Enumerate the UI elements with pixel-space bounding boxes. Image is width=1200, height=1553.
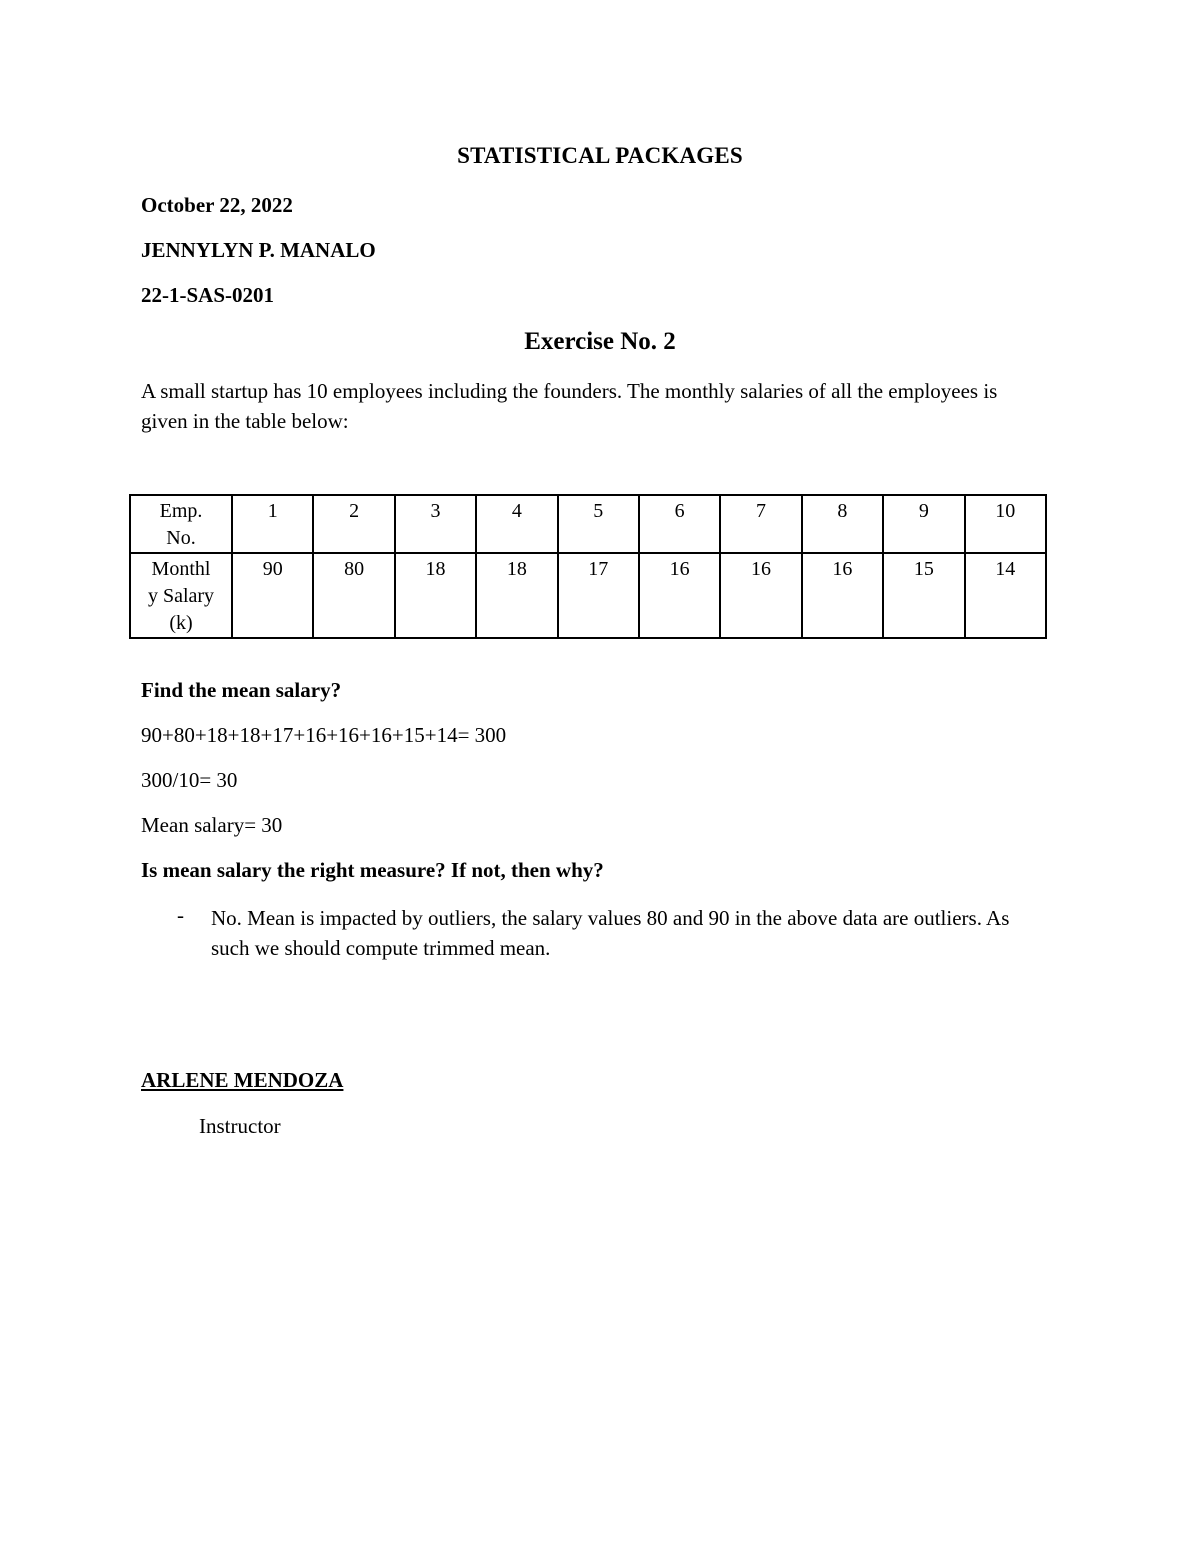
table-cell: 1 — [232, 495, 313, 553]
table-header-emp-no: Emp. No. — [130, 495, 232, 553]
instructor-name: ARLENE MENDOZA — [141, 1068, 344, 1092]
table-header-salary: Monthl y Salary (k) — [130, 553, 232, 638]
salary-table — [129, 494, 1047, 639]
table-cell: 6 — [639, 495, 720, 553]
table-row-salary — [130, 553, 1046, 638]
table-cell: 16 — [802, 553, 883, 638]
division-calculation: 300/10= 30 — [141, 768, 238, 792]
document-date: October 22, 2022 — [141, 193, 293, 217]
answer-text: No. Mean is impacted by outliers, the salary values 80 and 90 in the above data are outliers. As such we should compute trimmed mean. — [211, 906, 1010, 960]
table-cell: 15 — [883, 553, 964, 638]
table-cell: 90 — [232, 553, 313, 638]
instructor-role: Instructor — [199, 1114, 281, 1138]
intro-paragraph: A small startup has 10 employees including the founders. The monthly salaries of all the employees is given in the table below: — [141, 379, 998, 433]
table-cell: 4 — [476, 495, 557, 553]
bullet-dash: - — [177, 903, 184, 927]
table-row-emp-no — [130, 495, 1046, 553]
student-id: 22-1-SAS-0201 — [141, 283, 275, 307]
table-cell: 16 — [720, 553, 801, 638]
page-title: STATISTICAL PACKAGES — [457, 143, 743, 168]
table-cell: 3 — [395, 495, 476, 553]
question-mean-salary: Find the mean salary? — [141, 678, 342, 702]
table-cell: 16 — [639, 553, 720, 638]
mean-result: Mean salary= 30 — [141, 813, 283, 837]
table-cell: 80 — [313, 553, 394, 638]
question-right-measure: Is mean salary the right measure? If not, then why? — [141, 858, 604, 882]
table-cell: 5 — [558, 495, 639, 553]
table-cell: 8 — [802, 495, 883, 553]
exercise-title: Exercise No. 2 — [524, 328, 676, 355]
table-cell: 2 — [313, 495, 394, 553]
table-cell: 7 — [720, 495, 801, 553]
sum-calculation: 90+80+18+18+17+16+16+16+15+14= 300 — [141, 723, 507, 747]
table-cell: 17 — [558, 553, 639, 638]
table-cell: 9 — [883, 495, 964, 553]
table-cell: 18 — [395, 553, 476, 638]
table-cell: 14 — [965, 553, 1046, 638]
table-cell: 10 — [965, 495, 1046, 553]
student-name: JENNYLYN P. MANALO — [141, 238, 376, 262]
table-cell: 18 — [476, 553, 557, 638]
